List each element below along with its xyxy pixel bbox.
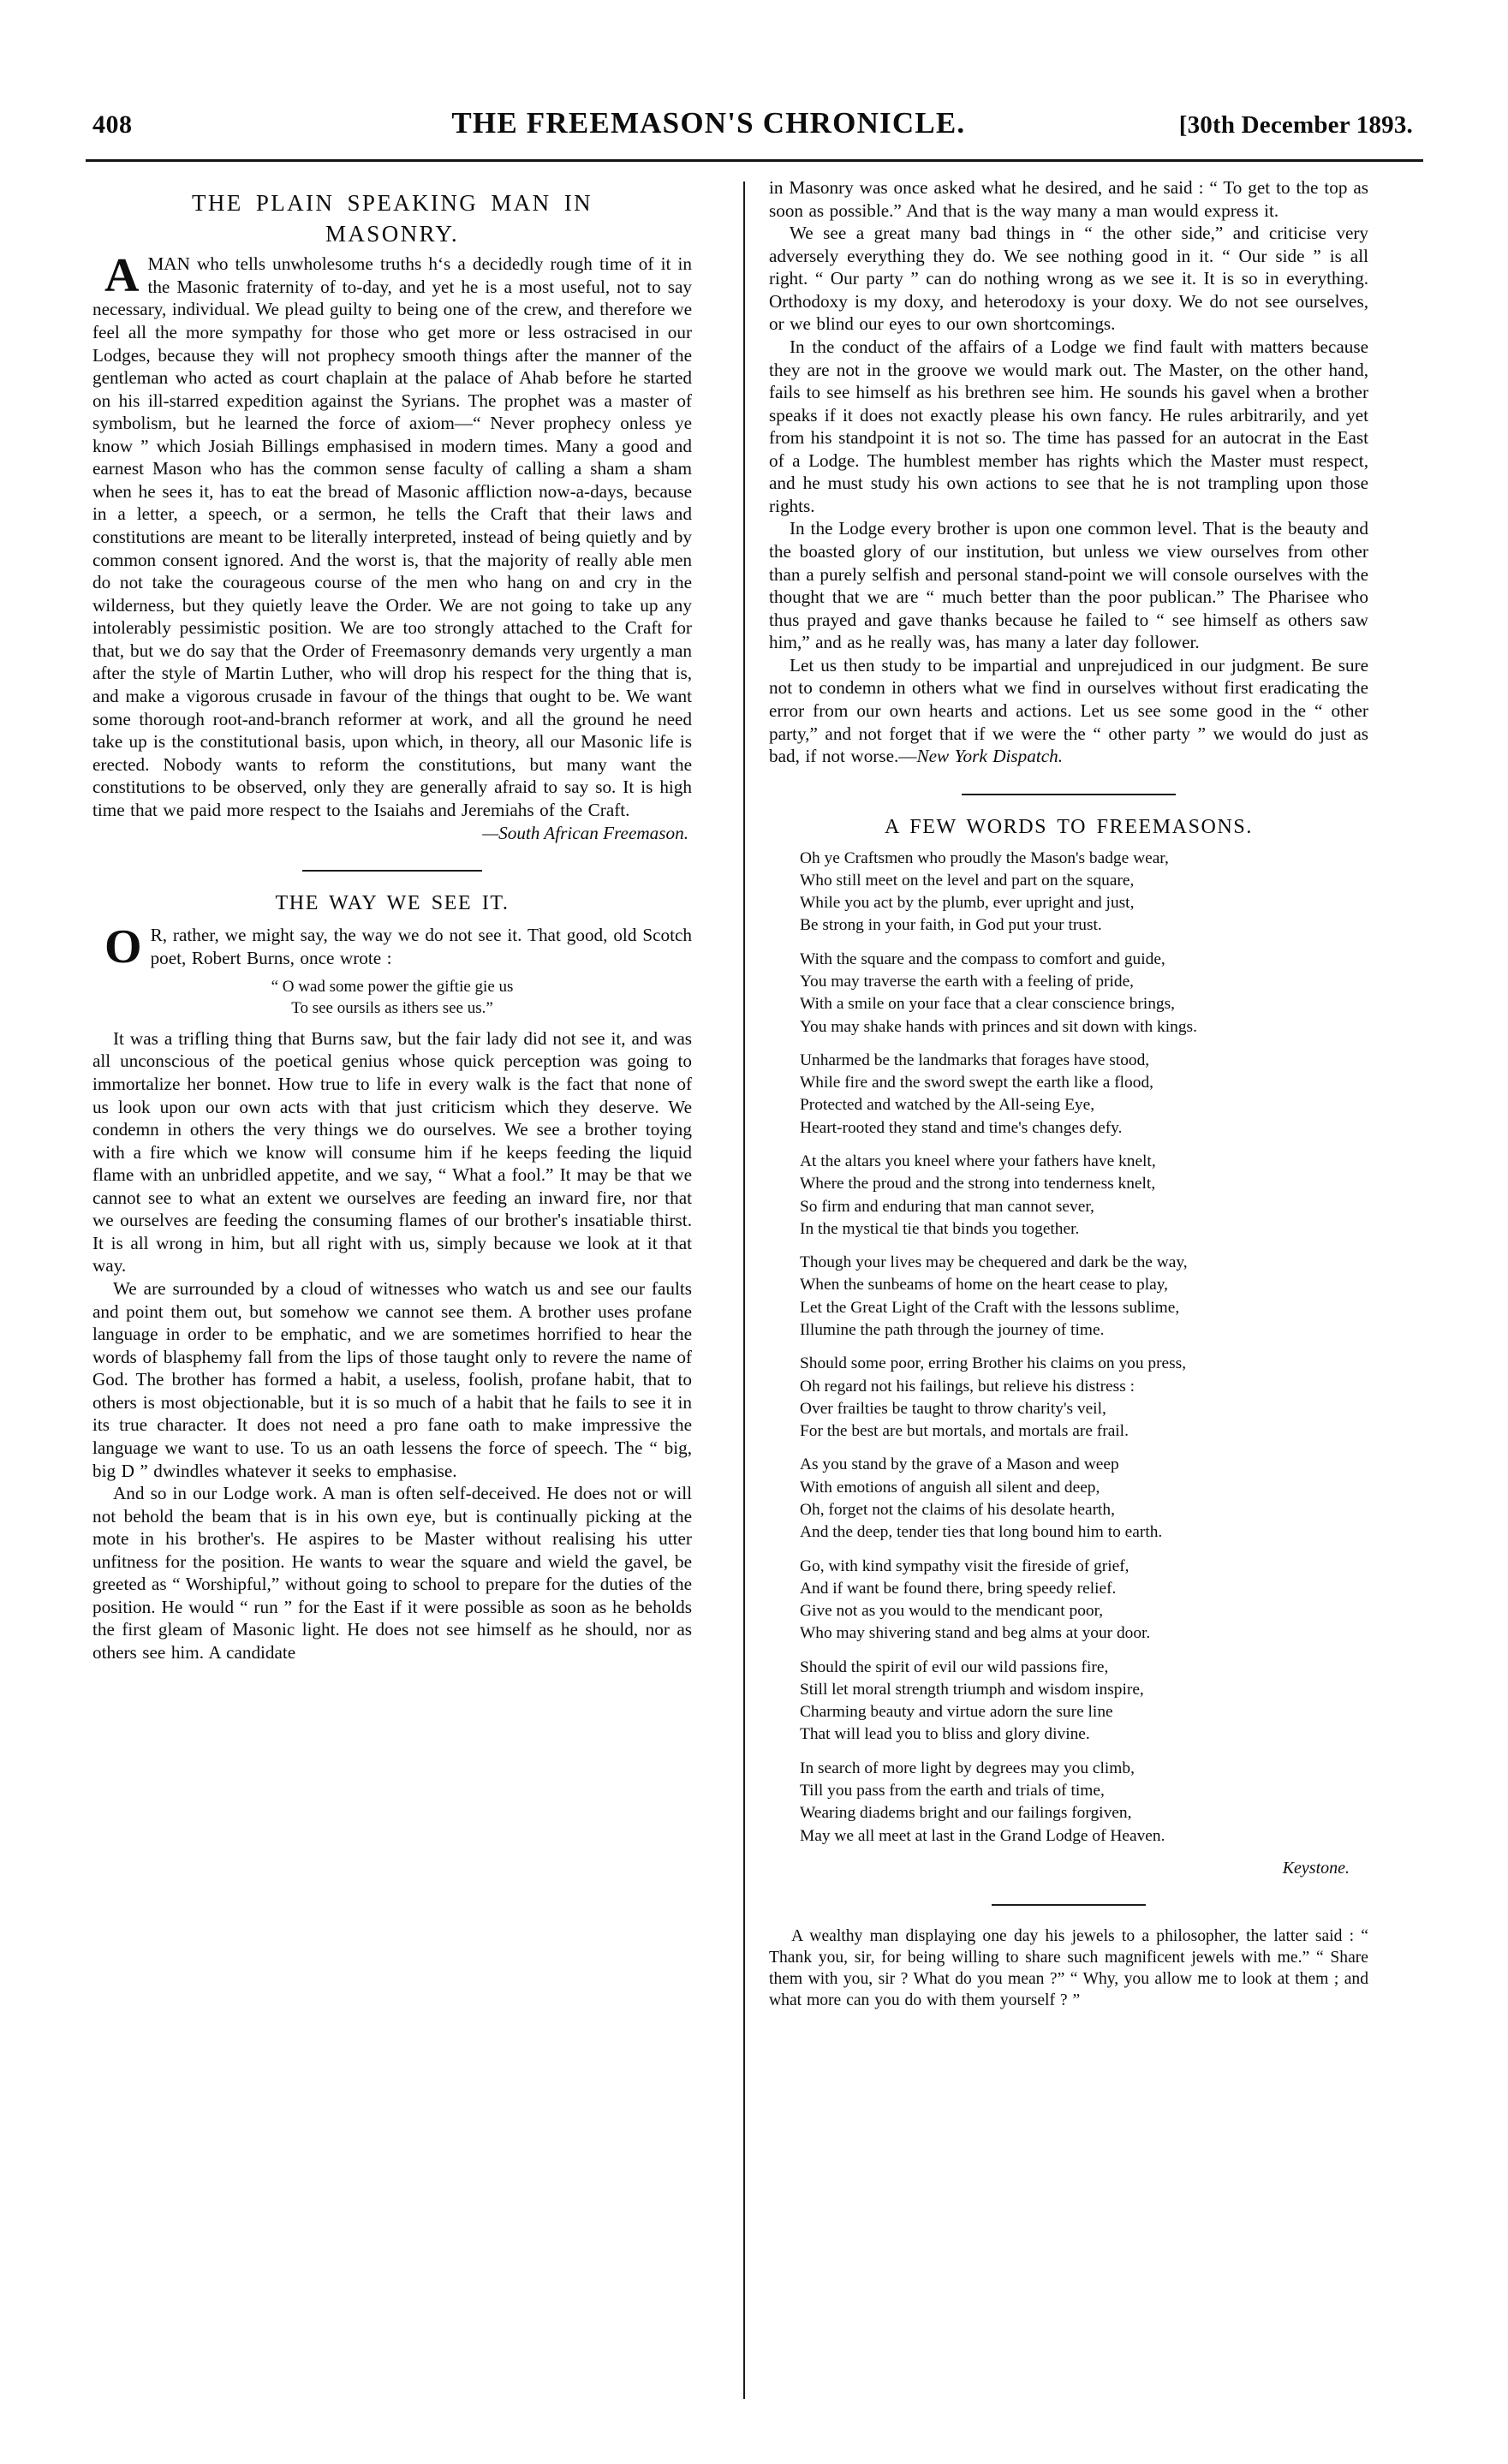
poem-line: Over frailties be taught to throw charity's veil, xyxy=(800,1399,1106,1418)
poem-stanza xyxy=(800,1454,1368,1544)
article2-paragraph-4: And so in our Lodge work. A man is often self-deceived. He does not or will not behold the beam that is in his own eye, but is continually picking at the mote in his brother's. He aspires to be Master without realising his utter unfitness for the position. He wants to wear the square and wield the gavel, be greeted as “ Worshipful,” without going to school to prepare for the duties of the position. He would “ run ” for the East if it were possible as soon as he beholds the first gleam of Masonic light. He does not see himself as he should, nor as others see him. A candidate xyxy=(92,1483,692,1663)
poem-line: Give not as you would to the mendicant poor, xyxy=(800,1602,1104,1621)
article1-attribution: —South African Freemason. xyxy=(482,823,688,844)
poem-stanza xyxy=(800,1252,1368,1342)
poem-line: You may traverse the earth with a feeling of pride, xyxy=(800,973,1135,991)
poem-line: Oh, forget not the claims of his desolate hearth, xyxy=(800,1500,1115,1519)
article1-continuation-paragraph: in Masonry was once asked what he desired, and he said : “ To get to the top as soon as possible.” And that is the way many a man would express it. xyxy=(769,177,1368,221)
poem-line: In search of more light by degrees may you climb, xyxy=(800,1759,1135,1777)
poem-line: Protected and watched by the All-seing Eye, xyxy=(800,1096,1095,1115)
section-rule-1 xyxy=(302,870,482,872)
article1-cont-paragraph-4: In the Lodge every brother is upon one common level. That is the beauty and the boasted glory of our institution, but unless we view ourselves from other than a purely selfish and personal stand-point we will console ourselves with the thought that we are “ much better than the poor publican.” The Pharisee who thus prayed and gave thanks because he failed to “ see himself as others saw him,” and as he really was, has many a later day follower. xyxy=(769,518,1368,653)
poem-line: Wearing diadems bright and our failings forgiven, xyxy=(800,1804,1132,1823)
column-divider-rule xyxy=(743,182,745,2399)
poem-stanza xyxy=(800,1758,1368,1848)
page-masthead xyxy=(92,106,1418,159)
article2-paragraph-3: We are surrounded by a cloud of witnesses who watch us and see our faults and point them out, but somehow we cannot see them. A brother uses profane language in order to be emphatic, and we are sometimes horrified to hear the words of blasphemy fall from the lips of those taught only to revere the name of God. The brother has formed a habit, a useless, foolish, profane habit, that to others is most objectionable, but it is so much of a habit that he fails to see it in its true character. It does not need a pro fane oath to make impressive the language we want to use. To us an oath lessens the force of speech. The “ big, big D ” dwindles whatever it seeks to emphasise. xyxy=(92,1278,692,1481)
poem-line: That will lead you to bliss and glory divine. xyxy=(800,1725,1090,1744)
poem-stanza xyxy=(800,1151,1368,1241)
article1-cont-paragraph-2: We see a great many bad things in “ the other side,” and criticise very adversely everything they do. We see nothing good in it. “ Our side ” is all right. “ Our party ” can do nothing wrong as we see it. It is so in everything. Orthodoxy is my doxy, and heterodoxy is your doxy. We do not see ourselves, or we blind our eyes to our own shortcomings. xyxy=(769,223,1368,335)
article2-paragraph-text: R, rather, we might say, the way we do not see it. That good, old Scotch poet, Robert Burns, once wrote : xyxy=(150,925,692,968)
drop-cap-letter-a: A xyxy=(104,249,140,303)
burns-verse-line-2: To see oursils as ithers see us.” xyxy=(291,999,493,1018)
poem-line: While you act by the plumb, ever upright and just, xyxy=(800,894,1135,913)
article-title-line-2: MASONRY. xyxy=(325,220,459,247)
poem-line: Where the proud and the strong into tenderness knelt, xyxy=(800,1175,1156,1193)
poem-line: At the altars you kneel where your fathers have knelt, xyxy=(800,1152,1156,1170)
closing-anecdote: A wealthy man displaying one day his jewels to a philosopher, the latter said : “ Thank you, sir, for being willing to share such magnificent jewels with me.” “ Share them with you, sir ? What do you mean ?” “ Why, you allow me to look at them ; and what more can you do with them yourself ? ” xyxy=(769,1926,1368,2009)
poem-line: Illumine the path through the journey of time. xyxy=(800,1320,1105,1339)
burns-verse-line-1: “ O wad some power the giftie gie us xyxy=(271,978,514,997)
poem-line: May we all meet at last in the Grand Lodge of Heaven. xyxy=(800,1826,1165,1845)
poem-line: When the sunbeams of home on the heart cease to play, xyxy=(800,1276,1169,1294)
publication-title: THE FREEMASON'S CHRONICLE. xyxy=(451,106,966,140)
poem-line: Who may shivering stand and beg alms at your door. xyxy=(800,1624,1151,1643)
poem-stanza xyxy=(800,1353,1368,1443)
poem-stanza xyxy=(800,1657,1368,1747)
drop-cap-letter-o: O xyxy=(104,920,142,974)
poem-line: Oh ye Craftsmen who proudly the Mason's badge wear, xyxy=(800,848,1169,867)
poem-line: Heart-rooted they stand and time's changes defy. xyxy=(800,1118,1123,1137)
poem-line: Still let moral strength triumph and wisdom inspire, xyxy=(800,1680,1144,1699)
poem-line: And if want be found there, bring speedy relief. xyxy=(800,1579,1117,1598)
masthead-rule xyxy=(86,159,1423,162)
poem-body xyxy=(769,848,1368,1848)
poem-stanza xyxy=(800,949,1368,1039)
poem-stanza xyxy=(800,1050,1368,1140)
article1-paragraph-text: MAN who tells unwholesome truths h‘s a decidedly rough time of it in the Masonic fraternity of to-day, and yet he is a most useful, not to say necessary, individual. We plead guilty to being one of the crew, and therefore we feel all the more sympathy for those who get more or less ostracised in our Lodges, because they will not prophecy smooth things after the manner of the gentleman who acted as court chaplain at the palace of Ahab before he started on his ill-starred expedition against the Syrians. The prophet was a master of symbolism, but he learned the force of axiom—“ Never prophecy onless ye know ” which Josiah Billings emphasised in modern times. Many a good and earnest Mason who has the common sense faculty of calling a sham a sham when he sees it, has to eat the bread of Masonic affliction now-a-days, because in a letter, a speech, or a sermon, he tells the Craft that their laws and constitutions are meant to be literally interpreted, instead of being quietly and by common consent ignored. And the worst is, that the majority of really able men do not take the courageous course of the men who hang on and cry in the wilderness, but they quietly leave the Order. We are not going to take up any intolerably pessimistic position. We are too strongly attached to the Craft for that, but we do say that the Order of Freemasonry demands very urgently a man after the style of Martin Luther, who will drop his respect for the thing that is, and make a vigorous crusade in favour of the things that ought to be. We want some thorough root-and-branch reformer at work, and all the ground he need take up is the constitutional basis, upon which, in theory, all our Masonic life is erected. Nobody wants to reform the constitutions, but many want the constitutions to be observed, only they are generally afraid to say so. It is high time that we paid more respect to the Isaiahs and Jeremiahs of the Craft. xyxy=(92,253,692,820)
poem-line: Though your lives may be chequered and dark be the way, xyxy=(800,1253,1188,1272)
page-number: 408 xyxy=(92,110,133,139)
poem-line: Who still meet on the level and part on the square, xyxy=(800,871,1135,890)
poem-line: Charming beauty and virtue adorn the sure line xyxy=(800,1703,1113,1722)
section-rule-2 xyxy=(962,794,1176,795)
poem-line: And the deep, tender ties that long bound him to earth. xyxy=(800,1523,1163,1542)
poem-line: Till you pass from the earth and trials of time, xyxy=(800,1782,1105,1800)
poem-line: Be strong in your faith, in God put your trust. xyxy=(800,916,1102,935)
poem-line: Oh regard not his failings, but relieve his distress : xyxy=(800,1377,1135,1396)
poem-attribution: Keystone. xyxy=(1282,1858,1350,1878)
poem-line: In the mystical tie that binds you together. xyxy=(800,1219,1080,1238)
poem-line: Go, with kind sympathy visit the fireside of grief, xyxy=(800,1556,1130,1575)
burns-verse-quote xyxy=(92,977,692,1019)
poem-line: Unharmed be the landmarks that forages have stood, xyxy=(800,1050,1150,1069)
article1-cont-paragraph-3: In the conduct of the affairs of a Lodge we find fault with matters because they are not in the groove we would mark out. The Master, on the other hand, fails to see himself as his brethren see him. He sounds his gavel when a brother speaks if it does not exactly please his own fancy. He rules arbitrarily, and yet from his standpoint it is not so. The time has passed for an autocrat in the East of a Lodge. The humblest member has rights which the Master must respect, and he must study his own actions to see that he is not trampling upon those rights. xyxy=(769,336,1368,516)
section-rule-3 xyxy=(992,1904,1146,1906)
poem-line: Should the spirit of evil our wild passions fire, xyxy=(800,1658,1109,1676)
poem-line: As you stand by the grave of a Mason and weep xyxy=(800,1455,1119,1474)
poem-line: For the best are but mortals, and mortals are frail. xyxy=(800,1422,1129,1441)
poem-line: Should some poor, erring Brother his claims on you press, xyxy=(800,1354,1187,1373)
article1-cont-paragraph-5-text: Let us then study to be impartial and unprejudiced in our judgment. Be sure not to condemn in others what we find in ourselves without first eradicating the error from our own hearts and actions. Let us see some good in the “ other party,” and not forget that if we were the “ other party ” we would do just as bad, if not worse.— xyxy=(769,654,1368,767)
poem-line: With the square and the compass to comfort and guide, xyxy=(800,949,1165,968)
left-column xyxy=(92,176,692,2419)
article2-paragraph-2: It was a trifling thing that Burns saw, but the fair lady did not see it, and was all unconscious of the poetical genius whose quick perception was going to immortalize her bonnet. How true to life in every walk is the fact that none of us look upon our own acts with that just criticism which they deserve. We condemn in others the very things we do ourselves. We see a brother toying with a fire which we know will consume him if he keeps feeding the liquid flame with an unbridled appetite, and we say, “ What a fool.” It may be that we cannot see to what an extent we ourselves are feeding an inward fire, nor that we ourselves are feeding the consuming flames of our brother's insatiable thirst. It is all wrong in him, but all right with us, simply because we look at it that way. xyxy=(92,1027,692,1277)
column-container xyxy=(92,176,1418,2419)
article-title-line-1: THE PLAIN SPEAKING MAN IN xyxy=(192,190,593,216)
article-title-plain-speaking-man xyxy=(92,188,692,249)
article1-cont-paragraph-5 xyxy=(769,654,1368,768)
poem-line: With emotions of anguish all silent and deep, xyxy=(800,1478,1100,1497)
poem-stanza xyxy=(800,848,1368,937)
article1-cont-source: New York Dispatch. xyxy=(916,746,1064,767)
poem-stanza xyxy=(800,1556,1368,1646)
right-column xyxy=(769,176,1368,2419)
poem-line: Let the Great Light of the Craft with the lessons sublime, xyxy=(800,1298,1180,1317)
article1-opening-paragraph xyxy=(92,249,692,821)
issue-date: [30th December 1893. xyxy=(1178,111,1413,139)
poem-line: With a smile on your face that a clear conscience brings, xyxy=(800,995,1176,1014)
article2-opening-paragraph xyxy=(92,920,692,974)
poem-line: So firm and enduring that man cannot sever, xyxy=(800,1197,1094,1216)
article-title-the-way-we-see-it: THE WAY WE SEE IT. xyxy=(275,892,510,915)
poem-title-a-few-words-to-freemasons: A FEW WORDS TO FREEMASONS. xyxy=(885,815,1253,838)
poem-line: You may shake hands with princes and sit down with kings. xyxy=(800,1017,1197,1036)
poem-line: While fire and the sword swept the earth like a flood, xyxy=(800,1074,1153,1092)
